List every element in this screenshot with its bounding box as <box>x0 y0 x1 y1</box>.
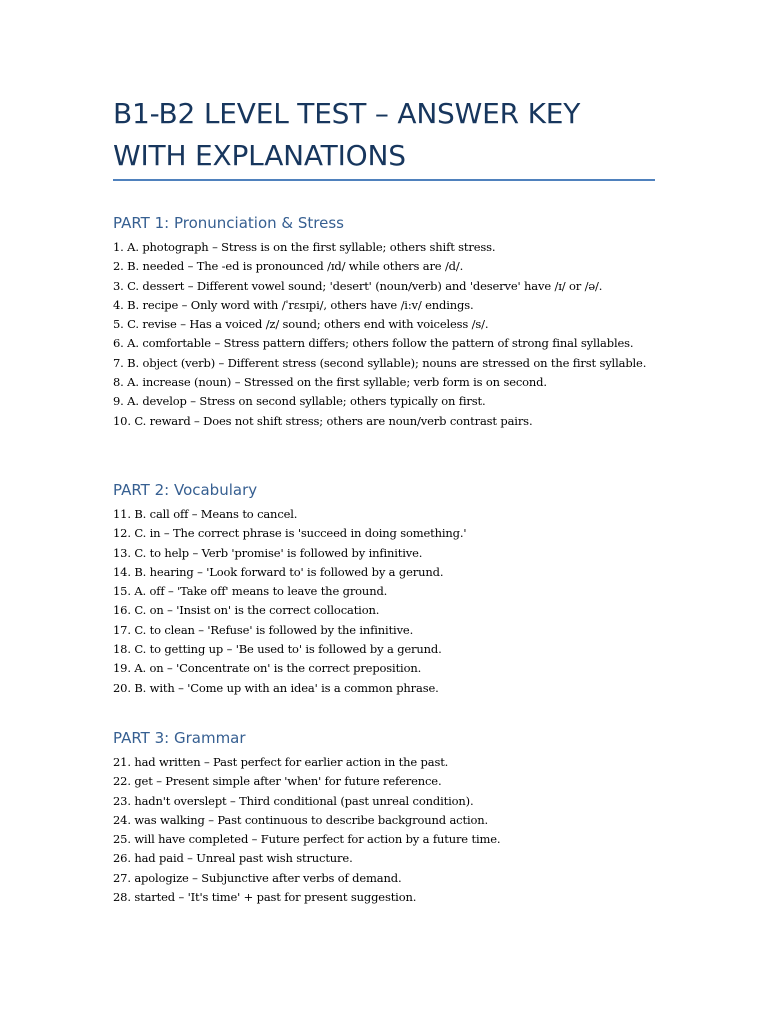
answer-item: 13. C. to help – Verb 'promise' is followed by infinitive. <box>113 545 423 560</box>
section-vocabulary <box>113 479 658 698</box>
answer-list <box>113 238 658 431</box>
answer-item: 14. B. hearing – 'Look forward to' is followed by a gerund. <box>113 564 444 579</box>
answer-item: 16. C. on – 'Insist on' is the correct collocation. <box>113 603 380 618</box>
answer-list <box>113 753 658 907</box>
section-heading: PART 3: Grammar <box>113 729 246 747</box>
answer-item: 17. C. to clean – 'Refuse' is followed by the infinitive. <box>113 622 414 637</box>
section-grammar <box>113 727 658 907</box>
document-title: B1-B2 LEVEL TEST – ANSWER KEY WITH EXPLANATIONS <box>113 97 581 172</box>
answer-item: 27. apologize – Subjunctive after verbs of demand. <box>113 870 402 885</box>
section-pronunciation <box>113 212 658 431</box>
answer-item: 15. A. off – 'Take off' means to leave the ground. <box>113 584 388 599</box>
answer-item: 1. A. photograph – Stress is on the first syllable; others shift stress. <box>113 240 496 254</box>
title-divider <box>113 179 655 181</box>
answer-item: 22. get – Present simple after 'when' for future reference. <box>113 774 442 789</box>
answer-item: 2. B. needed – The -ed is pronounced /ɪd/ while others are /d/. <box>113 259 464 274</box>
answer-item: 11. B. call off – Means to cancel. <box>113 507 298 521</box>
answer-item: 21. had written – Past perfect for earlier action in the past. <box>113 755 449 769</box>
answer-item: 8. A. increase (noun) – Stressed on the first syllable; verb form is on second. <box>113 375 547 390</box>
answer-list <box>113 505 658 698</box>
answer-item: 4. B. recipe – Only word with /ˈrɛsɪpi/, others have /i:v/ endings. <box>113 297 474 312</box>
answer-item: 25. will have completed – Future perfect for action by a future time. <box>113 832 501 847</box>
answer-item: 28. started – 'It's time' + past for present suggestion. <box>113 890 417 905</box>
answer-item: 3. C. dessert – Different vowel sound; 'desert' (noun/verb) and 'deserve' have /ɪ/ or /ə/. <box>113 278 603 293</box>
answer-item: 24. was walking – Past continuous to describe background action. <box>113 812 489 827</box>
answer-item: 20. B. with – 'Come up with an idea' is a common phrase. <box>113 680 439 695</box>
answer-item: 12. C. in – The correct phrase is 'succeed in doing something.' <box>113 526 467 541</box>
answer-item: 7. B. object (verb) – Different stress (second syllable); nouns are stressed on the first syllable. <box>113 355 647 370</box>
answer-item: 19. A. on – 'Concentrate on' is the correct preposition. <box>113 661 422 676</box>
answer-item: 9. A. develop – Stress on second syllable; others typically on first. <box>113 394 486 409</box>
section-heading: PART 2: Vocabulary <box>113 481 258 499</box>
answer-item: 10. C. reward – Does not shift stress; others are noun/verb contrast pairs. <box>113 413 533 428</box>
answer-item: 6. A. comfortable – Stress pattern differs; others follow the pattern of strong final syllables. <box>113 336 634 351</box>
answer-item: 18. C. to getting up – 'Be used to' is followed by a gerund. <box>113 642 442 657</box>
answer-item: 23. hadn't overslept – Third conditional (past unreal condition). <box>113 793 474 808</box>
answer-item: 26. had paid – Unreal past wish structure. <box>113 851 353 866</box>
answer-item: 5. C. revise – Has a voiced /z/ sound; others end with voiceless /s/. <box>113 317 489 332</box>
section-heading: PART 1: Pronunciation & Stress <box>113 214 344 232</box>
